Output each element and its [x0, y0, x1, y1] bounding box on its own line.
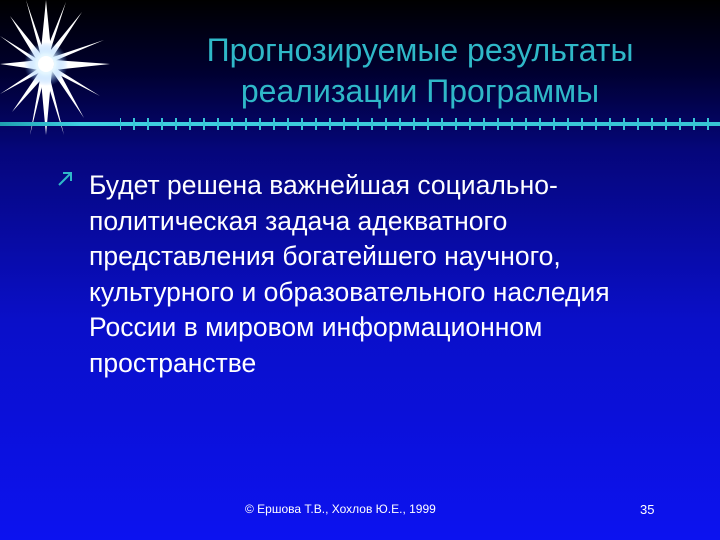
page-number: 35	[640, 502, 655, 517]
slide-title-line-1: Прогнозируемые результаты	[206, 32, 634, 68]
bullet-text: Будет решена важнейшая социально-политическая задача адекватного представления богатейшего научного, культурного и образовательного наследия России в мировом информационном пространстве	[89, 170, 610, 378]
divider-ticks	[120, 118, 720, 130]
footer-copyright: © Ершова Т.В., Хохлов Ю.Е., 1999	[245, 502, 436, 516]
slide-title	[120, 30, 720, 112]
slide-title-line-2: реализации Программы	[240, 73, 600, 109]
starburst-icon	[0, 0, 110, 135]
slide-footer	[0, 502, 720, 522]
arrow-up-right-icon	[57, 171, 73, 187]
